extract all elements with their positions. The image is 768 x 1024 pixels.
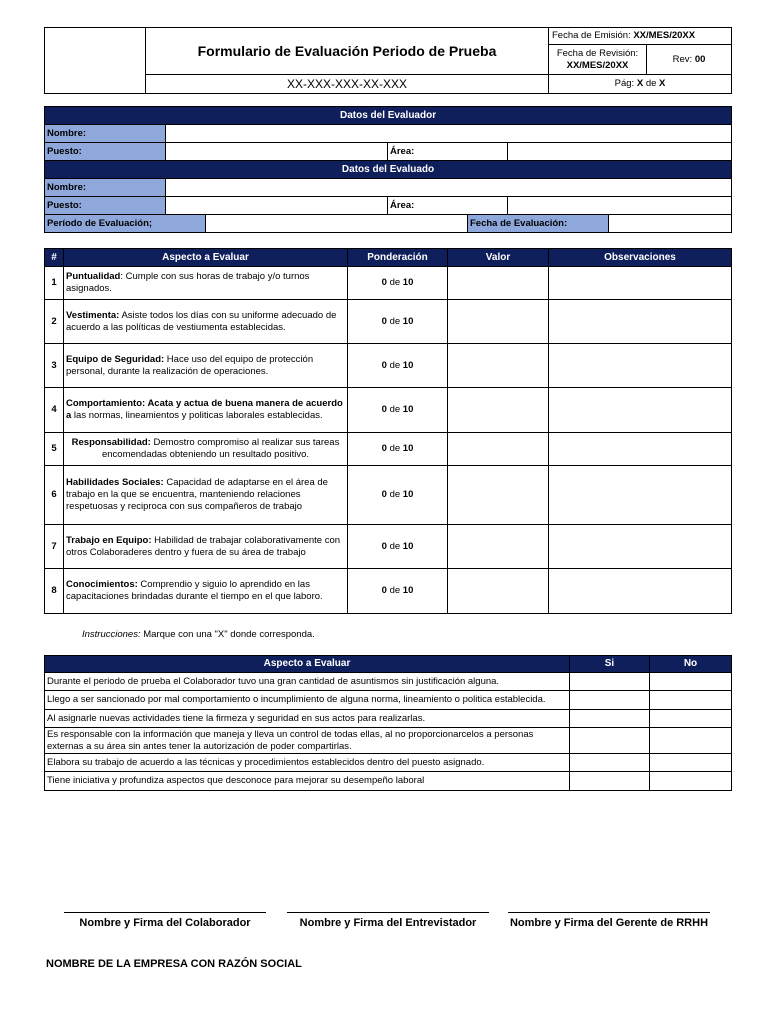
aspect-description: Vestimenta: Asiste todos los días con su uniforme adecuado de acuerdo a las políticas de vestiumenta establecidas. bbox=[64, 300, 348, 344]
form-code: XX-XXX-XXX-XX-XXX bbox=[146, 75, 549, 94]
data-section bbox=[44, 106, 732, 233]
yes-no-row bbox=[45, 772, 732, 791]
yes-checkbox-cell[interactable] bbox=[570, 710, 650, 728]
aspect-row bbox=[45, 300, 732, 344]
issue-date: Fecha de Emisión: XX/MES/20XX bbox=[549, 28, 732, 45]
aspect-number: 7 bbox=[45, 525, 64, 569]
yes-checkbox-cell[interactable] bbox=[570, 691, 650, 710]
no-checkbox-cell[interactable] bbox=[650, 728, 732, 754]
aspect-row bbox=[45, 569, 732, 614]
evaluator-area-field[interactable] bbox=[508, 143, 732, 161]
statement-text: Al asignarle nuevas actividades tiene la firmeza y seguridad en sus actos para realizarlas. bbox=[45, 710, 570, 728]
aspect-row bbox=[45, 267, 732, 300]
form-title: Formulario de Evaluación Periodo de Prueba bbox=[146, 28, 549, 75]
aspect-row bbox=[45, 433, 732, 466]
evaluatee-heading: Datos del Evaluado bbox=[45, 161, 732, 179]
aspect-weight: 0 de 10 bbox=[348, 466, 448, 525]
aspect-description: Puntualidad: Cumple con sus horas de trabajo y/o turnos asignados. bbox=[64, 267, 348, 300]
collaborator-signature-line bbox=[64, 912, 266, 913]
aspect-weight: 0 de 10 bbox=[348, 433, 448, 466]
aspect-row bbox=[45, 344, 732, 388]
aspect-value-field[interactable] bbox=[448, 267, 549, 300]
aspect-observations-field[interactable] bbox=[549, 466, 732, 525]
company-name: NOMBRE DE LA EMPRESA CON RAZÓN SOCIAL bbox=[46, 958, 302, 970]
manager-signature-line bbox=[508, 912, 710, 913]
evaluator-position-label: Puesto: bbox=[45, 143, 166, 161]
statement-text: Llego a ser sancionado por mal comportamiento o incumplimiento de alguna norma, lineamiento o politica establecida. bbox=[45, 691, 570, 710]
evaluatee-area-field[interactable] bbox=[508, 197, 732, 215]
form-header bbox=[44, 27, 732, 94]
revision-date: Fecha de Revisión: XX/MES/20XX bbox=[549, 45, 647, 75]
no-checkbox-cell[interactable] bbox=[650, 673, 732, 691]
interviewer-signature-label: Nombre y Firma del Entrevistador bbox=[299, 917, 477, 929]
evaluator-name-field[interactable] bbox=[166, 125, 732, 143]
col-number: # bbox=[45, 249, 64, 267]
yes-checkbox-cell[interactable] bbox=[570, 772, 650, 791]
aspect-weight: 0 de 10 bbox=[348, 388, 448, 433]
period-label: Período de Evaluación; bbox=[45, 215, 206, 233]
aspect-number: 1 bbox=[45, 267, 64, 300]
aspect-description: Habilidades Sociales: Capacidad de adaptarse en el área de trabajo en la que se encuentra, manteniendo relaciones respetuosas y reciproca con sus compañeros de trabajo bbox=[64, 466, 348, 525]
logo-box bbox=[45, 28, 146, 94]
aspect-number: 2 bbox=[45, 300, 64, 344]
page-indicator: Pág: X de X bbox=[549, 75, 732, 94]
col-no: No bbox=[650, 656, 732, 673]
aspect-number: 5 bbox=[45, 433, 64, 466]
yes-no-table bbox=[44, 655, 732, 791]
yes-no-row bbox=[45, 673, 732, 691]
aspect-number: 8 bbox=[45, 569, 64, 614]
eval-date-label: Fecha de Evaluación: bbox=[468, 215, 609, 233]
aspect-observations-field[interactable] bbox=[549, 344, 732, 388]
aspect-observations-field[interactable] bbox=[549, 569, 732, 614]
period-field[interactable] bbox=[206, 215, 468, 233]
statement-text: Durante el periodo de prueba el Colaborador tuvo una gran cantidad de asuntismos sin justificación alguna. bbox=[45, 673, 570, 691]
no-checkbox-cell[interactable] bbox=[650, 754, 732, 772]
evaluator-area-label: Área: bbox=[388, 143, 508, 161]
aspect-value-field[interactable] bbox=[448, 388, 549, 433]
revision-number: Rev: 00 bbox=[647, 45, 732, 75]
aspect-number: 3 bbox=[45, 344, 64, 388]
col-yes: Si bbox=[570, 656, 650, 673]
aspect-weight: 0 de 10 bbox=[348, 300, 448, 344]
evaluator-position-field[interactable] bbox=[166, 143, 388, 161]
statement-text: Elabora su trabajo de acuerdo a las técnicas y procedimientos establecidos dentro del puesto asignado. bbox=[45, 754, 570, 772]
aspect-description: Comportamiento: Acata y actua de buena manera de acuerdo a las normas, lineamientos y politicas laborales establecidas. bbox=[64, 388, 348, 433]
aspect-value-field[interactable] bbox=[448, 525, 549, 569]
aspect-row bbox=[45, 388, 732, 433]
aspect-row bbox=[45, 466, 732, 525]
no-checkbox-cell[interactable] bbox=[650, 772, 732, 791]
aspect-weight: 0 de 10 bbox=[348, 525, 448, 569]
aspect-number: 6 bbox=[45, 466, 64, 525]
aspect-value-field[interactable] bbox=[448, 433, 549, 466]
aspect-value-field[interactable] bbox=[448, 466, 549, 525]
evaluator-heading: Datos del Evaluador bbox=[45, 107, 732, 125]
yes-checkbox-cell[interactable] bbox=[570, 728, 650, 754]
aspect-observations-field[interactable] bbox=[549, 525, 732, 569]
evaluatee-area-label: Área: bbox=[388, 197, 508, 215]
aspect-observations-field[interactable] bbox=[549, 267, 732, 300]
col-aspect: Aspecto a Evaluar bbox=[64, 249, 348, 267]
no-checkbox-cell[interactable] bbox=[650, 691, 732, 710]
yes-no-row bbox=[45, 754, 732, 772]
aspects-table bbox=[44, 248, 732, 614]
yes-no-row bbox=[45, 728, 732, 754]
aspect-description: Responsabilidad: Demostro compromiso al realizar sus tareas encomendadas obteniendo un resultado positivo. bbox=[64, 433, 348, 466]
statement-text: Es responsable con la información que maneja y lleva un control de todas ellas, al no proporcionarcelos a personas externas a su área sin antes tener la autorización de poder compartirlas. bbox=[45, 728, 570, 754]
manager-signature-label: Nombre y Firma del Gerente de RRHH bbox=[509, 917, 709, 929]
statement-text: Tiene iniciativa y profundiza aspectos que desconoce para mejorar su desempeño laboral bbox=[45, 772, 570, 791]
aspect-weight: 0 de 10 bbox=[348, 267, 448, 300]
col-weight: Ponderación bbox=[348, 249, 448, 267]
evaluatee-position-field[interactable] bbox=[166, 197, 388, 215]
eval-date-field[interactable] bbox=[609, 215, 732, 233]
col-value: Valor bbox=[448, 249, 549, 267]
aspect-weight: 0 de 10 bbox=[348, 569, 448, 614]
aspect-weight: 0 de 10 bbox=[348, 344, 448, 388]
evaluatee-name-label: Nombre: bbox=[45, 179, 166, 197]
aspect-observations-field[interactable] bbox=[549, 433, 732, 466]
col-observations: Observaciones bbox=[549, 249, 732, 267]
evaluator-name-label: Nombre: bbox=[45, 125, 166, 143]
yes-checkbox-cell[interactable] bbox=[570, 754, 650, 772]
col-aspect: Aspecto a Evaluar bbox=[45, 656, 570, 673]
instructions: Instrucciones: Marque con una "X" donde corresponda. bbox=[82, 629, 315, 640]
aspect-description: Trabajo en Equipo: Habilidad de trabajar colaborativamente con otros Colaboraderes dentro y fuera de su área de trabajo bbox=[64, 525, 348, 569]
aspect-value-field[interactable] bbox=[448, 300, 549, 344]
aspect-value-field[interactable] bbox=[448, 569, 549, 614]
yes-checkbox-cell[interactable] bbox=[570, 673, 650, 691]
no-checkbox-cell[interactable] bbox=[650, 710, 732, 728]
aspect-description: Conocimientos: Comprendio y siguio lo aprendido en las capacitaciones brindadas durante el tiempo en el que laboro. bbox=[64, 569, 348, 614]
yes-no-row bbox=[45, 710, 732, 728]
aspect-number: 4 bbox=[45, 388, 64, 433]
aspect-row bbox=[45, 525, 732, 569]
evaluatee-name-field[interactable] bbox=[166, 179, 732, 197]
yes-no-row bbox=[45, 691, 732, 710]
aspect-observations-field[interactable] bbox=[549, 388, 732, 433]
evaluatee-position-label: Puesto: bbox=[45, 197, 166, 215]
aspect-value-field[interactable] bbox=[448, 344, 549, 388]
aspect-description: Equipo de Seguridad: Hace uso del equipo de protección personal, durante la realización de operaciones. bbox=[64, 344, 348, 388]
interviewer-signature-line bbox=[287, 912, 489, 913]
aspect-observations-field[interactable] bbox=[549, 300, 732, 344]
collaborator-signature-label: Nombre y Firma del Colaborador bbox=[79, 917, 251, 929]
